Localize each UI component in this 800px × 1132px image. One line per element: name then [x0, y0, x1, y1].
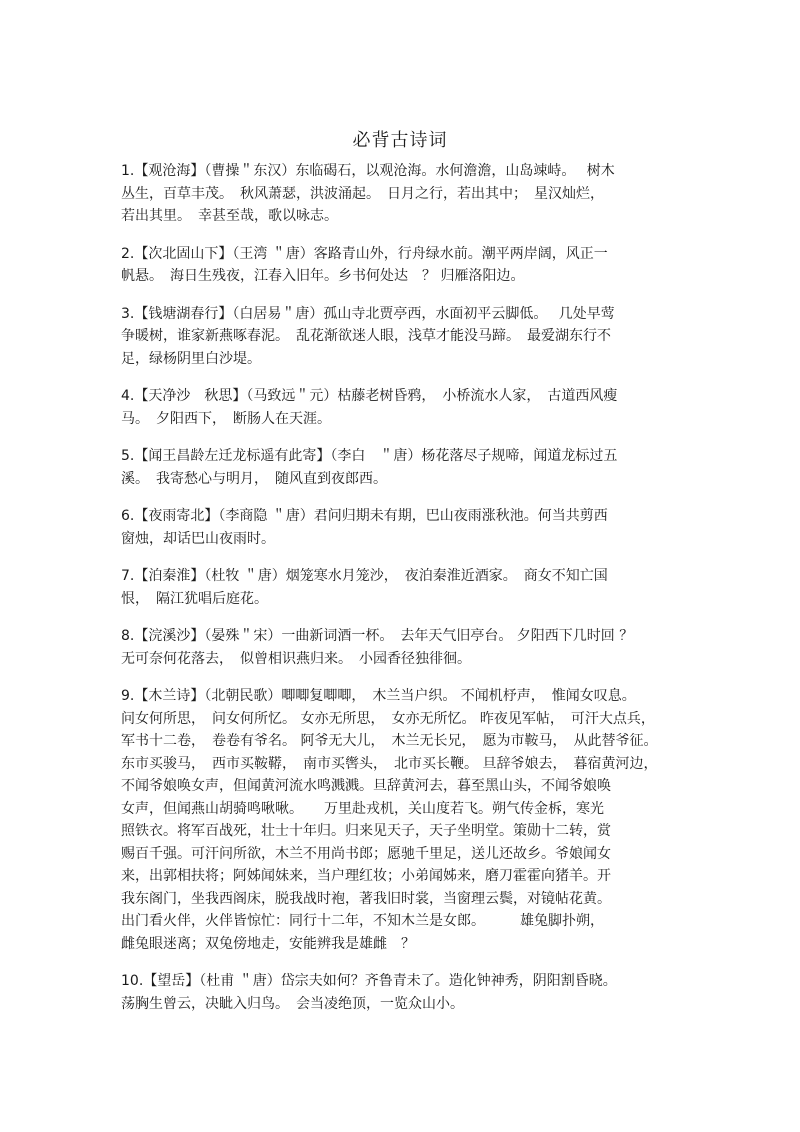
poem-block [121, 970, 683, 1015]
poem-line: 3.【钱塘湖春行】（白居易＂唐）孤山寺北贾亭西，水面初平云脚低。 几处早莺 [121, 305, 615, 322]
poem-line: 4.【天净沙 秋思】（马致远＂元）枯藤老树昏鸦， 小桥流水人家， 古道西风瘦 [121, 388, 618, 404]
poem-line: 7.【泊秦淮】（杜牧 ＂唐）烟笼寒水月笼沙， 夜泊秦淮近酒家。 商女不知亡国 [121, 568, 608, 584]
poem-block [121, 160, 683, 228]
poem-line: 照铁衣。将军百战死，壮士十年归。归来见天子，天子坐明堂。策勋十二转，赏 [121, 823, 611, 839]
poem-block [121, 505, 683, 550]
poem-line: 赐百千强。可汗问所欲，木兰不用尚书郎；愿驰千里足，送儿还故乡。爷娘闻女 [121, 845, 611, 862]
poem-line: 10.【望岳】（杜甫 ＂唐）岱宗夫如何？齐鲁青未了。造化钟神秀，阴阳割昏晓。 [121, 973, 617, 989]
page-title: 必背古诗词 [352, 130, 448, 151]
poem-line: 恨， 隔江犹唱后庭花。 [121, 590, 268, 607]
poem-line: 不闻爷娘唤女声，但闻黄河流水鸣溅溅。旦辞黄河去，暮至黑山头，不闻爷娘唤 [121, 778, 611, 794]
poem-line: 9.【木兰诗】（北朝民歌）唧唧复唧唧， 木兰当户织。 不闻机杼声， 惟闻女叹息。 [121, 688, 636, 704]
poem-line: 雌兔眼迷离；双兔傍地走，安能辨我是雄雌 ？ [121, 935, 415, 952]
poem-block [121, 303, 683, 371]
poem-line: 丛生，百草丰茂。 秋风萧瑟，洪波涌起。 日月之行，若出其中； 星汉灿烂， [121, 185, 604, 202]
poem-line: 帆悬。 海日生残夜，江春入旧年。乡书何处达 ？ 归雁洛阳边。 [121, 268, 525, 284]
poem-line: 窗烛，却话巴山夜雨时。 [121, 530, 275, 547]
poem-line: 我东阁门，坐我西阁床，脱我战时袍，著我旧时裳，当窗理云鬓，对镜帖花黄。 [121, 890, 611, 907]
poem-line: 溪。 我寄愁心与明月， 随风直到夜郎西。 [121, 470, 387, 487]
poem-line: 出门看火伴，火伴皆惊忙：同行十二年，不知木兰是女郎。 雄兔脚扑朔， [121, 913, 604, 929]
poem-line: 足，绿杨阴里白沙堤。 [121, 350, 261, 367]
poem-line: 荡胸生曾云，决眦入归鸟。 会当凌绝顶，一览众山小。 [121, 995, 464, 1012]
poem-line: 争暖树，谁家新燕啄春泥。 乱花渐欲迷人眼，浅草才能没马蹄。 最爱湖东行不 [121, 328, 611, 344]
poem-list [121, 160, 683, 1030]
poem-line: 2.【次北固山下】（王湾 ＂唐）客路青山外，行舟绿水前。潮平两岸阔，风正一 [121, 245, 608, 262]
poem-line: 来，出郭相扶将；阿姊闻妹来，当户理红妆；小弟闻姊来，磨刀霍霍向猪羊。开 [121, 868, 611, 884]
poem-line: 无可奈何花落去， 似曾相识燕归来。 小园香径独徘徊。 [121, 650, 471, 667]
poem-block [121, 685, 683, 955]
poem-line: 8.【浣溪沙】（晏殊＂宋）一曲新词酒一杯。 去年天气旧亭台。 夕阳西下几时回 ？ [121, 628, 634, 644]
poem-block [121, 625, 683, 670]
poem-line: 女声，但闻燕山胡骑鸣啾啾。 万里赴戎机，关山度若飞。朔气传金柝，寒光 [121, 800, 604, 817]
poem-block [121, 445, 683, 490]
poem-block [121, 565, 683, 610]
poem-line: 5.【闻王昌龄左迁龙标遥有此寄】（李白 ＂唐）杨花落尽子规啼，闻道龙标过五 [121, 448, 618, 464]
poem-line: 马。 夕阳西下， 断肠人在天涯。 [121, 410, 331, 427]
poem-line: 东市买骏马， 西市买鞍鞯， 南市买辔头， 北市买长鞭。 旦辞爷娘去， 暮宿黄河边， [121, 755, 658, 772]
poem-line: 问女何所思， 问女何所忆。 女亦无所思， 女亦无所忆。 昨夜见军帖， 可汗大点兵， [121, 710, 655, 727]
poem-line: 6.【夜雨寄北】（李商隐 ＂唐）君问归期未有期，巴山夜雨涨秋池。何当共剪西 [121, 508, 608, 524]
poem-line: 1.【观沧海】（曹操＂东汉）东临碣石，以观沧海。水何澹澹，山岛竦峙。 树木 [121, 163, 615, 179]
poem-line: 若出其里。 幸甚至哉，歌以咏志。 [121, 208, 338, 224]
poem-block [121, 243, 683, 288]
poem-line: 军书十二卷， 卷卷有爷名。 阿爷无大儿， 木兰无长兄， 愿为市鞍马， 从此替爷征。 [121, 733, 658, 749]
poem-block [121, 385, 683, 430]
